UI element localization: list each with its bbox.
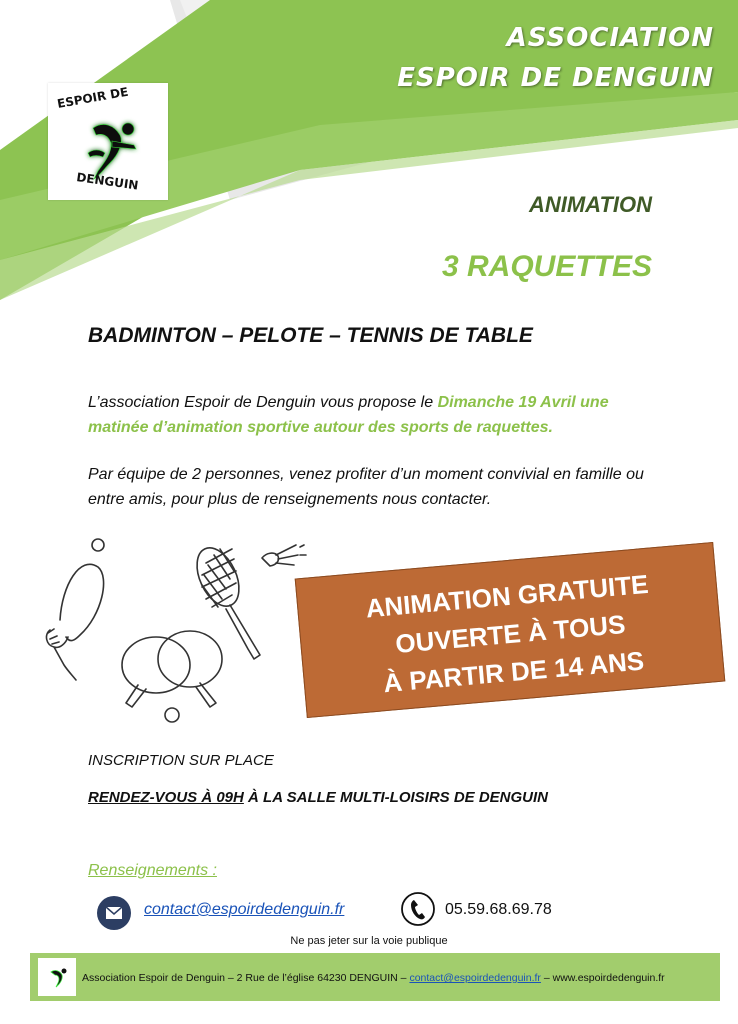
meeting-info — [88, 789, 548, 806]
rackets-illustration — [30, 525, 340, 740]
intro-text: L’association Espoir de Denguin vous propose le — [88, 394, 438, 411]
table-tennis-paddle-icon — [122, 637, 190, 693]
footer-text-end: – www.espoirdedenguin.fr — [540, 972, 665, 984]
association-logo — [48, 83, 168, 200]
footer-text-start: Association Espoir de Denguin – 2 Rue de l’église 64230 DENGUIN – — [82, 972, 410, 984]
pelota-paddle-icon — [60, 564, 104, 640]
sports-list: BADMINTON – PELOTE – TENNIS DE TABLE — [88, 324, 533, 347]
banner-line-3: À PARTIR DE 14 ANS — [382, 645, 646, 699]
contact-phone: 05.59.68.69.78 — [445, 901, 552, 918]
table-tennis-ball-icon — [165, 708, 179, 722]
pelota-ball-icon — [92, 539, 104, 551]
banner-line-2: OUVERTE À TOUS — [394, 608, 627, 659]
registration-info: INSCRIPTION SUR PLACE — [88, 752, 274, 769]
footer-email-link[interactable]: contact@espoirdedenguin.fr — [409, 972, 541, 984]
header-line-2: ESPOIR DE DENGUIN — [397, 63, 714, 93]
banner-line-1: ANIMATION GRATUITE — [364, 568, 650, 624]
header-line-1: ASSOCIATION — [506, 23, 714, 53]
intro-paragraph — [88, 390, 668, 440]
footer-address — [82, 972, 722, 984]
disposal-notice: Ne pas jeter sur la voie publique — [290, 935, 448, 947]
free-entry-banner — [295, 542, 726, 718]
phone-icon — [400, 891, 436, 927]
intro-highlight: une matinée d’animation sportive autour des sports de raquettes. — [88, 394, 609, 436]
header-title — [294, 18, 714, 98]
meeting-time: RENDEZ-VOUS À 09H — [88, 789, 244, 806]
event-date: Dimanche 19 Avril — [437, 394, 576, 411]
contact-heading: Renseignements : — [88, 862, 217, 879]
details-paragraph: Par équipe de 2 personnes, venez profiter d’un moment convivial en famille ou entre amis, pour plus de renseignements nous contacter. — [88, 466, 644, 508]
contact-email-link[interactable]: contact@espoirdedenguin.fr — [144, 901, 345, 918]
animation-label: ANIMATION — [528, 192, 652, 217]
meeting-location: À LA SALLE MULTI-LOISIRS DE DENGUIN — [243, 789, 549, 806]
footer-logo-icon — [38, 958, 76, 996]
badminton-racket-icon — [189, 541, 248, 612]
logo-bottom-text: DENGUIN — [75, 170, 140, 193]
event-title: 3 RAQUETTES — [441, 250, 652, 283]
logo-runner-icon — [48, 83, 168, 200]
logo-top-text: ESPOIR DE — [56, 84, 130, 111]
envelope-icon — [97, 896, 131, 930]
